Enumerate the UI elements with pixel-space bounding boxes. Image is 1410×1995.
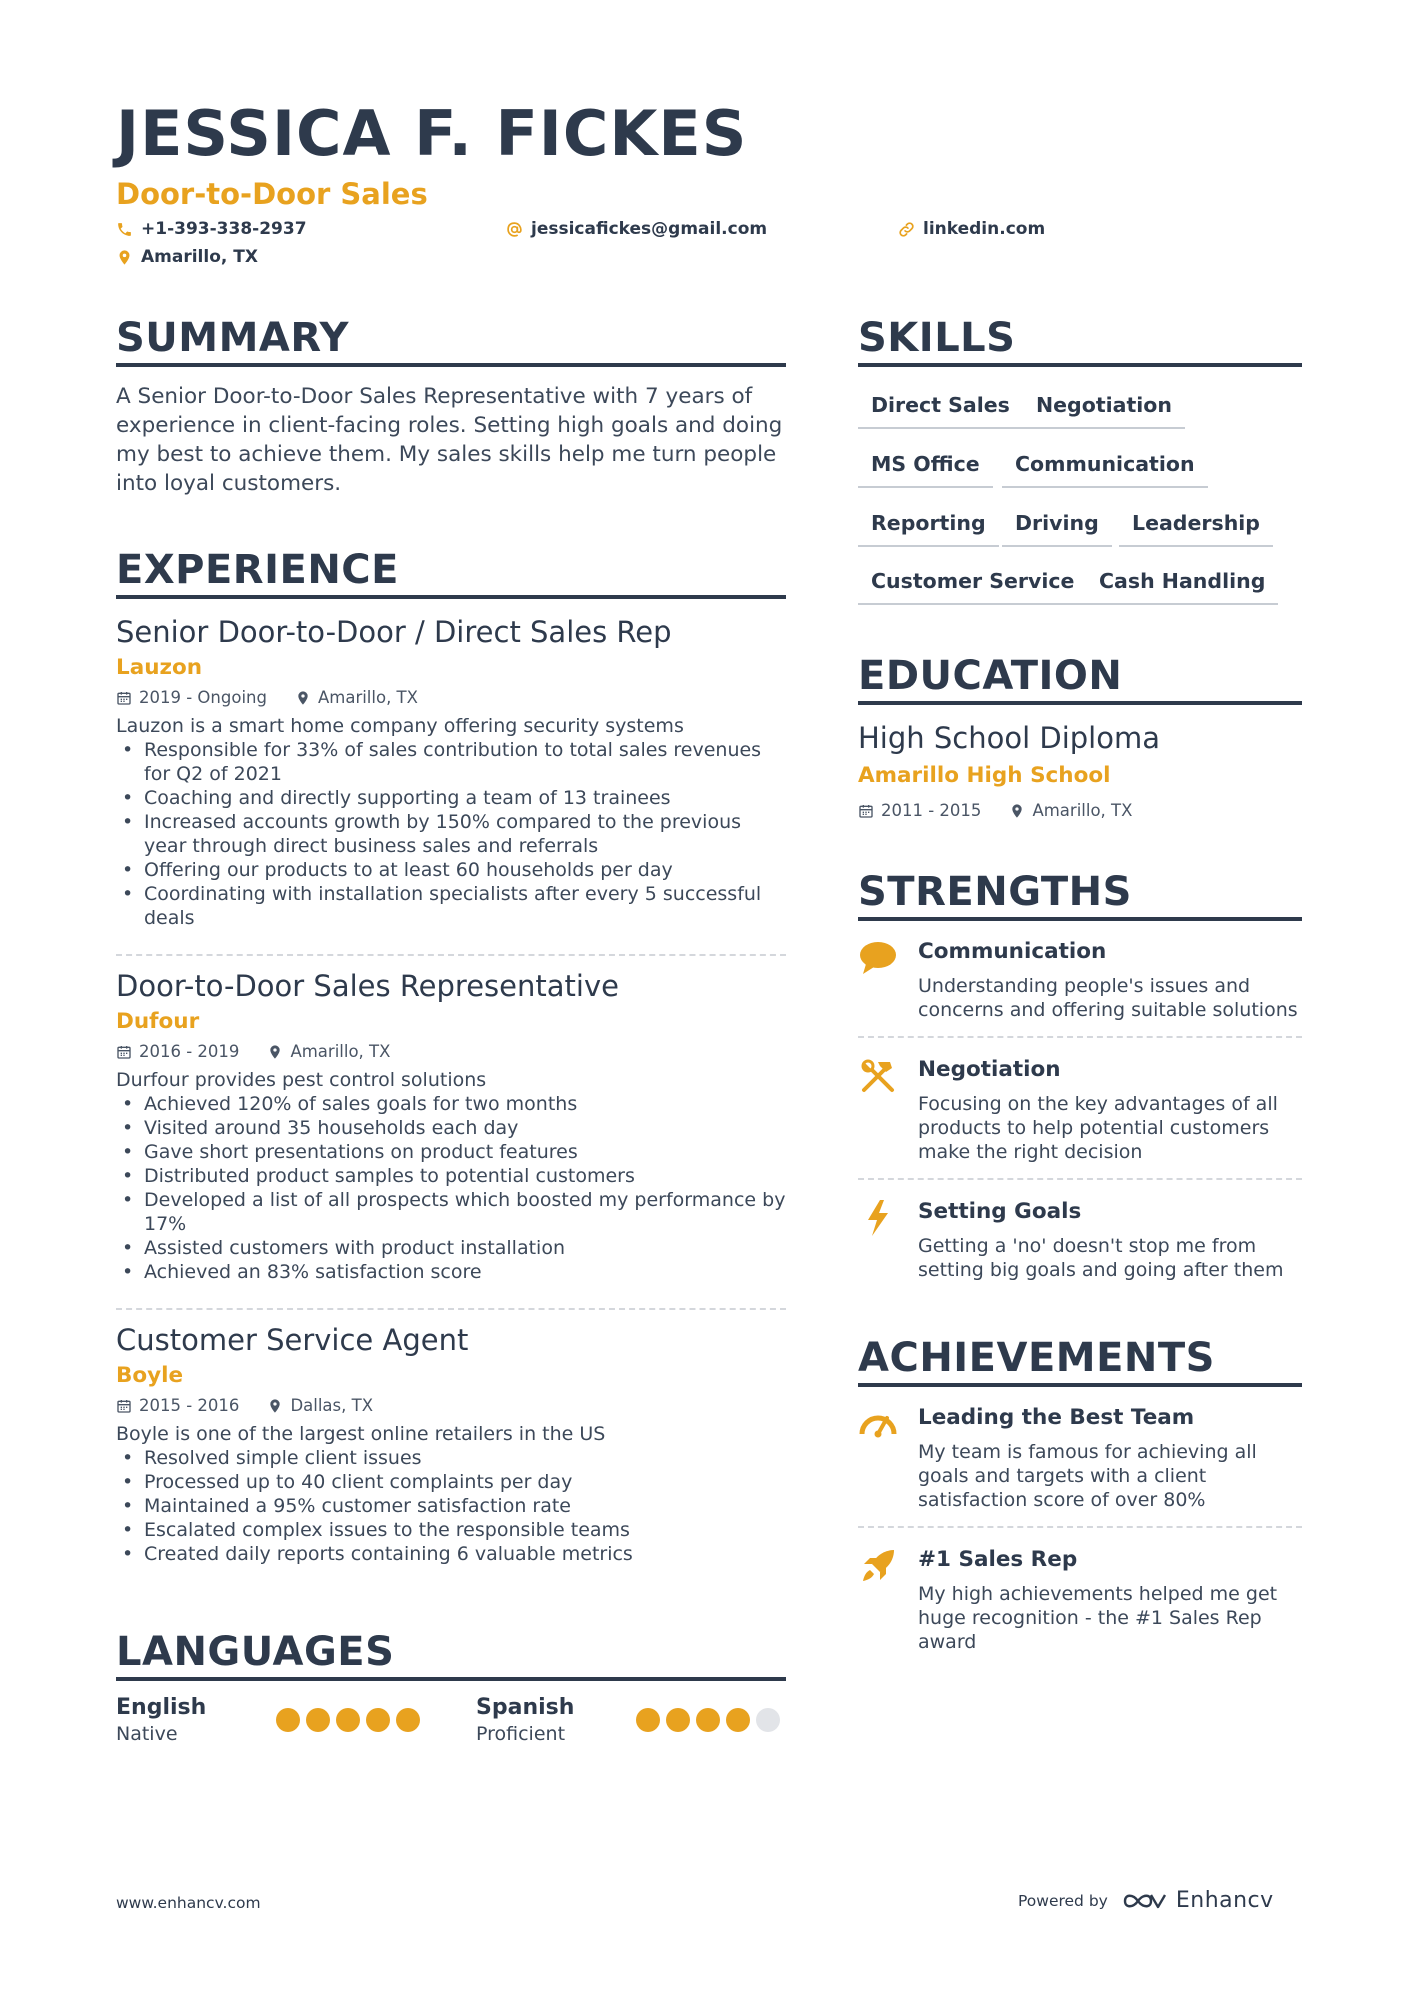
- language-name: English: [116, 1695, 207, 1720]
- brand-logo[interactable]: [1122, 1888, 1274, 1913]
- achievement-title: Leading the Best Team: [918, 1405, 1195, 1430]
- job-location-text: Dallas, TX: [290, 1396, 374, 1415]
- job-bullet: • Visited around 35 households each day: [116, 1116, 786, 1140]
- brand-name: Enhancv: [1175, 1888, 1274, 1913]
- job-bullet: • Maintained a 95% customer satisfaction rate: [116, 1494, 786, 1518]
- rating-dot-empty: [756, 1708, 780, 1732]
- skills-divider: [858, 363, 1302, 367]
- strength-title: Communication: [918, 939, 1107, 964]
- job-bullet: • Created daily reports containing 6 valuable metrics: [116, 1542, 786, 1566]
- entry-divider: [116, 954, 786, 956]
- candidate-name: JESSICA F. FICKES: [116, 97, 748, 170]
- language-name: Spanish: [476, 1695, 575, 1720]
- rocket-icon: [858, 1546, 898, 1586]
- languages-divider: [116, 1677, 786, 1681]
- contact-website[interactable]: [898, 218, 1045, 240]
- job-dates-text: 2015 - 2016: [139, 1396, 240, 1415]
- calendar-icon: [858, 803, 874, 819]
- job-title: Door-to-Door Sales Representative: [116, 969, 619, 1003]
- job-bullet: • Assisted customers with product installation: [116, 1236, 786, 1260]
- job-location-text: Amarillo, TX: [317, 688, 418, 707]
- experience-heading: EXPERIENCE: [116, 547, 399, 593]
- school-name: Amarillo High School: [858, 763, 1111, 788]
- calendar-icon: [116, 1044, 132, 1060]
- job-bullet: • Escalated complex issues to the responsible teams: [116, 1518, 786, 1542]
- language-level: Proficient: [476, 1723, 566, 1745]
- job-bullet: • Increased accounts growth by 150% compared to the previous year through direct business sales and referrals: [116, 810, 786, 858]
- job-bullet: • Distributed product samples to potential customers: [116, 1164, 786, 1188]
- company-name: Lauzon: [116, 655, 203, 680]
- job-bullet: • Achieved 120% of sales goals for two months: [116, 1092, 786, 1116]
- map-pin-icon: [267, 1398, 283, 1414]
- job-bullets: [116, 1092, 786, 1284]
- strength-text: Getting a 'no' doesn't stop me from setting big goals and going after them: [918, 1235, 1284, 1281]
- job-dates-text: 2016 - 2019: [139, 1042, 240, 1061]
- job-dates: [116, 1395, 239, 1417]
- summary-text: A Senior Door-to-Door Sales Representative with 7 years of experience in client-facing roles. Setting high goals and doing my best to achieve them. My sales skills help me turn people into loyal customers.: [116, 384, 783, 496]
- rating-dot-filled: [666, 1708, 690, 1732]
- item-divider: [858, 1178, 1302, 1180]
- at-sign-icon: [506, 221, 523, 238]
- website-link[interactable]: linkedin.com: [923, 219, 1046, 239]
- footer-site-link[interactable]: www.enhancv.com: [116, 1894, 261, 1912]
- strength-title: Negotiation: [918, 1057, 1061, 1082]
- language-item: [476, 1694, 574, 1746]
- speech-bubble-icon: [858, 938, 898, 978]
- achievement-title: #1 Sales Rep: [918, 1547, 1078, 1572]
- education-location: [1009, 800, 1132, 822]
- strength-text: Focusing on the key advantages of all products to help potential customers make the right decision: [918, 1093, 1278, 1163]
- contact-phone: [116, 218, 307, 240]
- education-divider: [858, 701, 1302, 705]
- job-title: Senior Door-to-Door / Direct Sales Rep: [116, 615, 672, 649]
- skill-tag: MS Office: [858, 446, 993, 488]
- job-bullet: • Offering our products to at least 60 households per day: [116, 858, 786, 882]
- lightning-icon: [858, 1198, 898, 1238]
- skill-tag: Reporting: [858, 505, 999, 547]
- job-location: [267, 1041, 390, 1063]
- education-dates-text: 2011 - 2015: [881, 801, 982, 820]
- job-meta: [116, 1395, 786, 1417]
- language-rating: [276, 1708, 420, 1732]
- entry-divider: [116, 1308, 786, 1310]
- language-level: Native: [116, 1723, 178, 1745]
- phone-text: +1-393-338-2937: [141, 219, 307, 239]
- hammer-wrench-icon: [858, 1056, 898, 1096]
- job-location: [267, 1395, 373, 1417]
- calendar-icon: [116, 1398, 132, 1414]
- company-description: Boyle is one of the largest online retailers in the US: [116, 1423, 606, 1445]
- job-dates-text: 2019 - Ongoing: [139, 688, 267, 707]
- strengths-heading: STRENGTHS: [858, 869, 1132, 915]
- rating-dot-filled: [396, 1708, 420, 1732]
- experience-entry: [116, 1322, 786, 1566]
- job-title: Customer Service Agent: [116, 1323, 469, 1357]
- skill-tag: Negotiation: [1023, 387, 1185, 429]
- experience-entry: [116, 968, 786, 1284]
- company-name: Dufour: [116, 1009, 200, 1034]
- education-meta: [858, 800, 1160, 822]
- job-bullet: • Coordinating with installation specialists after every 5 successful deals: [116, 882, 786, 930]
- skill-tag: Customer Service: [858, 563, 1087, 605]
- skill-tag: Cash Handling: [1086, 563, 1278, 605]
- achievements-divider: [858, 1383, 1302, 1387]
- candidate-role: Door-to-Door Sales: [116, 177, 428, 211]
- job-meta: [116, 687, 786, 709]
- location-text: Amarillo, TX: [141, 247, 258, 267]
- language-rating: [636, 1708, 780, 1732]
- link-icon: [898, 221, 915, 238]
- job-bullet: • Responsible for 33% of sales contribution to total sales revenues for Q2 of 2021: [116, 738, 786, 786]
- rating-dot-filled: [636, 1708, 660, 1732]
- education-dates: [858, 800, 981, 822]
- rating-dot-filled: [336, 1708, 360, 1732]
- education-heading: EDUCATION: [858, 653, 1123, 699]
- company-description: Durfour provides pest control solutions: [116, 1069, 487, 1091]
- job-bullet: • Achieved an 83% satisfaction score: [116, 1260, 786, 1284]
- powered-by-label: Powered by: [1018, 1891, 1108, 1910]
- achievement-text: My high achievements helped me get huge recognition - the #1 Sales Rep award: [918, 1583, 1278, 1653]
- rating-dot-filled: [696, 1708, 720, 1732]
- strength-text: Understanding people's issues and concerns and offering suitable solutions: [918, 975, 1298, 1021]
- rating-dot-filled: [726, 1708, 750, 1732]
- job-dates: [116, 687, 267, 709]
- email-link[interactable]: jessicafickes@gmail.com: [531, 219, 768, 239]
- contact-location: [116, 246, 258, 268]
- summary-divider: [116, 363, 786, 367]
- rating-dot-filled: [306, 1708, 330, 1732]
- skill-tag: Leadership: [1119, 505, 1273, 547]
- language-item: [116, 1694, 206, 1746]
- job-location-text: Amarillo, TX: [290, 1042, 391, 1061]
- job-bullet: • Coaching and directly supporting a team of 13 trainees: [116, 786, 786, 810]
- job-bullet: • Resolved simple client issues: [116, 1446, 786, 1470]
- item-divider: [858, 1526, 1302, 1528]
- strength-title: Setting Goals: [918, 1199, 1082, 1224]
- job-bullets: [116, 1446, 786, 1566]
- languages-heading: LANGUAGES: [116, 1629, 395, 1675]
- skill-tag: Driving: [1002, 505, 1112, 547]
- calendar-icon: [116, 690, 132, 706]
- company-description: Lauzon is a smart home company offering security systems: [116, 715, 684, 737]
- skills-heading: SKILLS: [858, 315, 1016, 361]
- job-location: [295, 687, 418, 709]
- experience-entry: [116, 614, 786, 930]
- rating-dot-filled: [276, 1708, 300, 1732]
- experience-divider: [116, 595, 786, 599]
- job-dates: [116, 1041, 239, 1063]
- phone-icon: [116, 221, 133, 238]
- rating-dot-filled: [366, 1708, 390, 1732]
- map-pin-icon: [267, 1044, 283, 1060]
- job-bullet: • Developed a list of all prospects which boosted my performance by 17%: [116, 1188, 786, 1236]
- map-pin-icon: [295, 690, 311, 706]
- item-divider: [858, 1036, 1302, 1038]
- enhancv-logo-icon: [1122, 1889, 1168, 1913]
- job-bullet: • Gave short presentations on product features: [116, 1140, 786, 1164]
- education-location-text: Amarillo, TX: [1032, 801, 1133, 820]
- speedometer-icon: [858, 1404, 898, 1444]
- achievement-text: My team is famous for achieving all goals and targets with a client satisfaction score of over 80%: [918, 1441, 1257, 1511]
- footer-branding: [1018, 1888, 1274, 1913]
- summary-heading: SUMMARY: [116, 315, 349, 361]
- map-pin-icon: [116, 249, 133, 266]
- strengths-divider: [858, 917, 1302, 921]
- skill-tag: Direct Sales: [858, 387, 1023, 429]
- degree-title: High School Diploma: [858, 721, 1160, 755]
- job-meta: [116, 1041, 786, 1063]
- job-bullet: • Processed up to 40 client complaints per day: [116, 1470, 786, 1494]
- achievements-heading: ACHIEVEMENTS: [858, 1335, 1215, 1381]
- company-name: Boyle: [116, 1363, 184, 1388]
- skill-tag: Communication: [1002, 446, 1208, 488]
- contact-email[interactable]: [506, 218, 767, 240]
- map-pin-icon: [1009, 803, 1025, 819]
- job-bullets: [116, 738, 786, 930]
